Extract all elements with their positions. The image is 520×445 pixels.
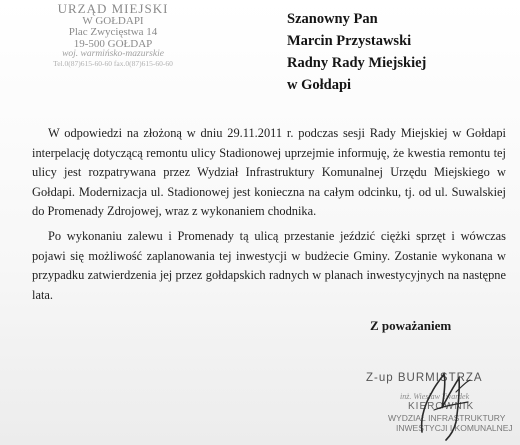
sender-voivodeship: woj. warmińsko-mazurskie: [62, 49, 164, 60]
stamp-department-line-2: INWESTYCJI I KOMUNALNEJ: [396, 423, 513, 433]
sender-phone: Tel.0(87)615-60-60 fax.0(87)615-60-60: [53, 59, 173, 69]
addressee-block: [287, 8, 512, 96]
stamp-department-line-1: WYDZIAŁ INFRASTRUKTURY: [388, 413, 506, 423]
sender-zip: 19-500 GOŁDAP: [73, 37, 153, 50]
sender-city: W GOŁDAPI: [82, 14, 144, 27]
body-paragraph-2: Po wykonaniu zalewu i Promenady tą ulicą przestanie jeździć ciężki sprzęt i wówczas pojawi się możliwość zaplanowania tej inwestycji w budżecie Gminy. Zostanie wykonana w przypadku zatwierdzenia jej przez gołdapskich radnych w planach inwestycyjnych na następne lata.: [32, 228, 506, 302]
body-paragraph-1: W odpowiedzi na złożoną w dniu 29.11.2011 r. podczas sesji Rady Miejskiej w Gołdapi interpelację dotyczącą remontu ulicy Stadionowej uprzejmie informuję, że kwestia remontu tej ulicy jest rozpatrywana przez Wydział Infrastruktury Komunalnej Urzędu Miejskiego w Gołdapi. Modernizacja ul. Stadionowej jest konieczna na całym odcinku, tj. od ul. Suwalskiej do Promenady Zdrojowej, wraz z wykonaniem chodnika.: [32, 126, 506, 219]
signature-stamp: [360, 362, 520, 445]
sender-org: URZĄD MIEJSKI: [57, 1, 169, 16]
addressee-place: w Gołdapi: [287, 77, 352, 93]
sender-street: Plac Zwycięstwa 14: [68, 26, 158, 39]
stamp-name: inż. Wiesław Twardek: [400, 392, 470, 401]
sender-stamp: [18, 2, 208, 68]
addressee-name: Marcin Przystawski: [287, 33, 412, 49]
addressee-role: Radny Rady Miejskiej: [287, 55, 427, 71]
stamp-head: KIEROWNIK: [408, 401, 475, 412]
handwritten-signature: [360, 362, 520, 445]
closing: Z poważaniem: [370, 318, 452, 333]
stamp-title: Z-up BURMISTRZA: [366, 372, 483, 384]
letter-body: [32, 124, 506, 310]
addressee-greeting: Szanowny Pan: [287, 11, 378, 27]
